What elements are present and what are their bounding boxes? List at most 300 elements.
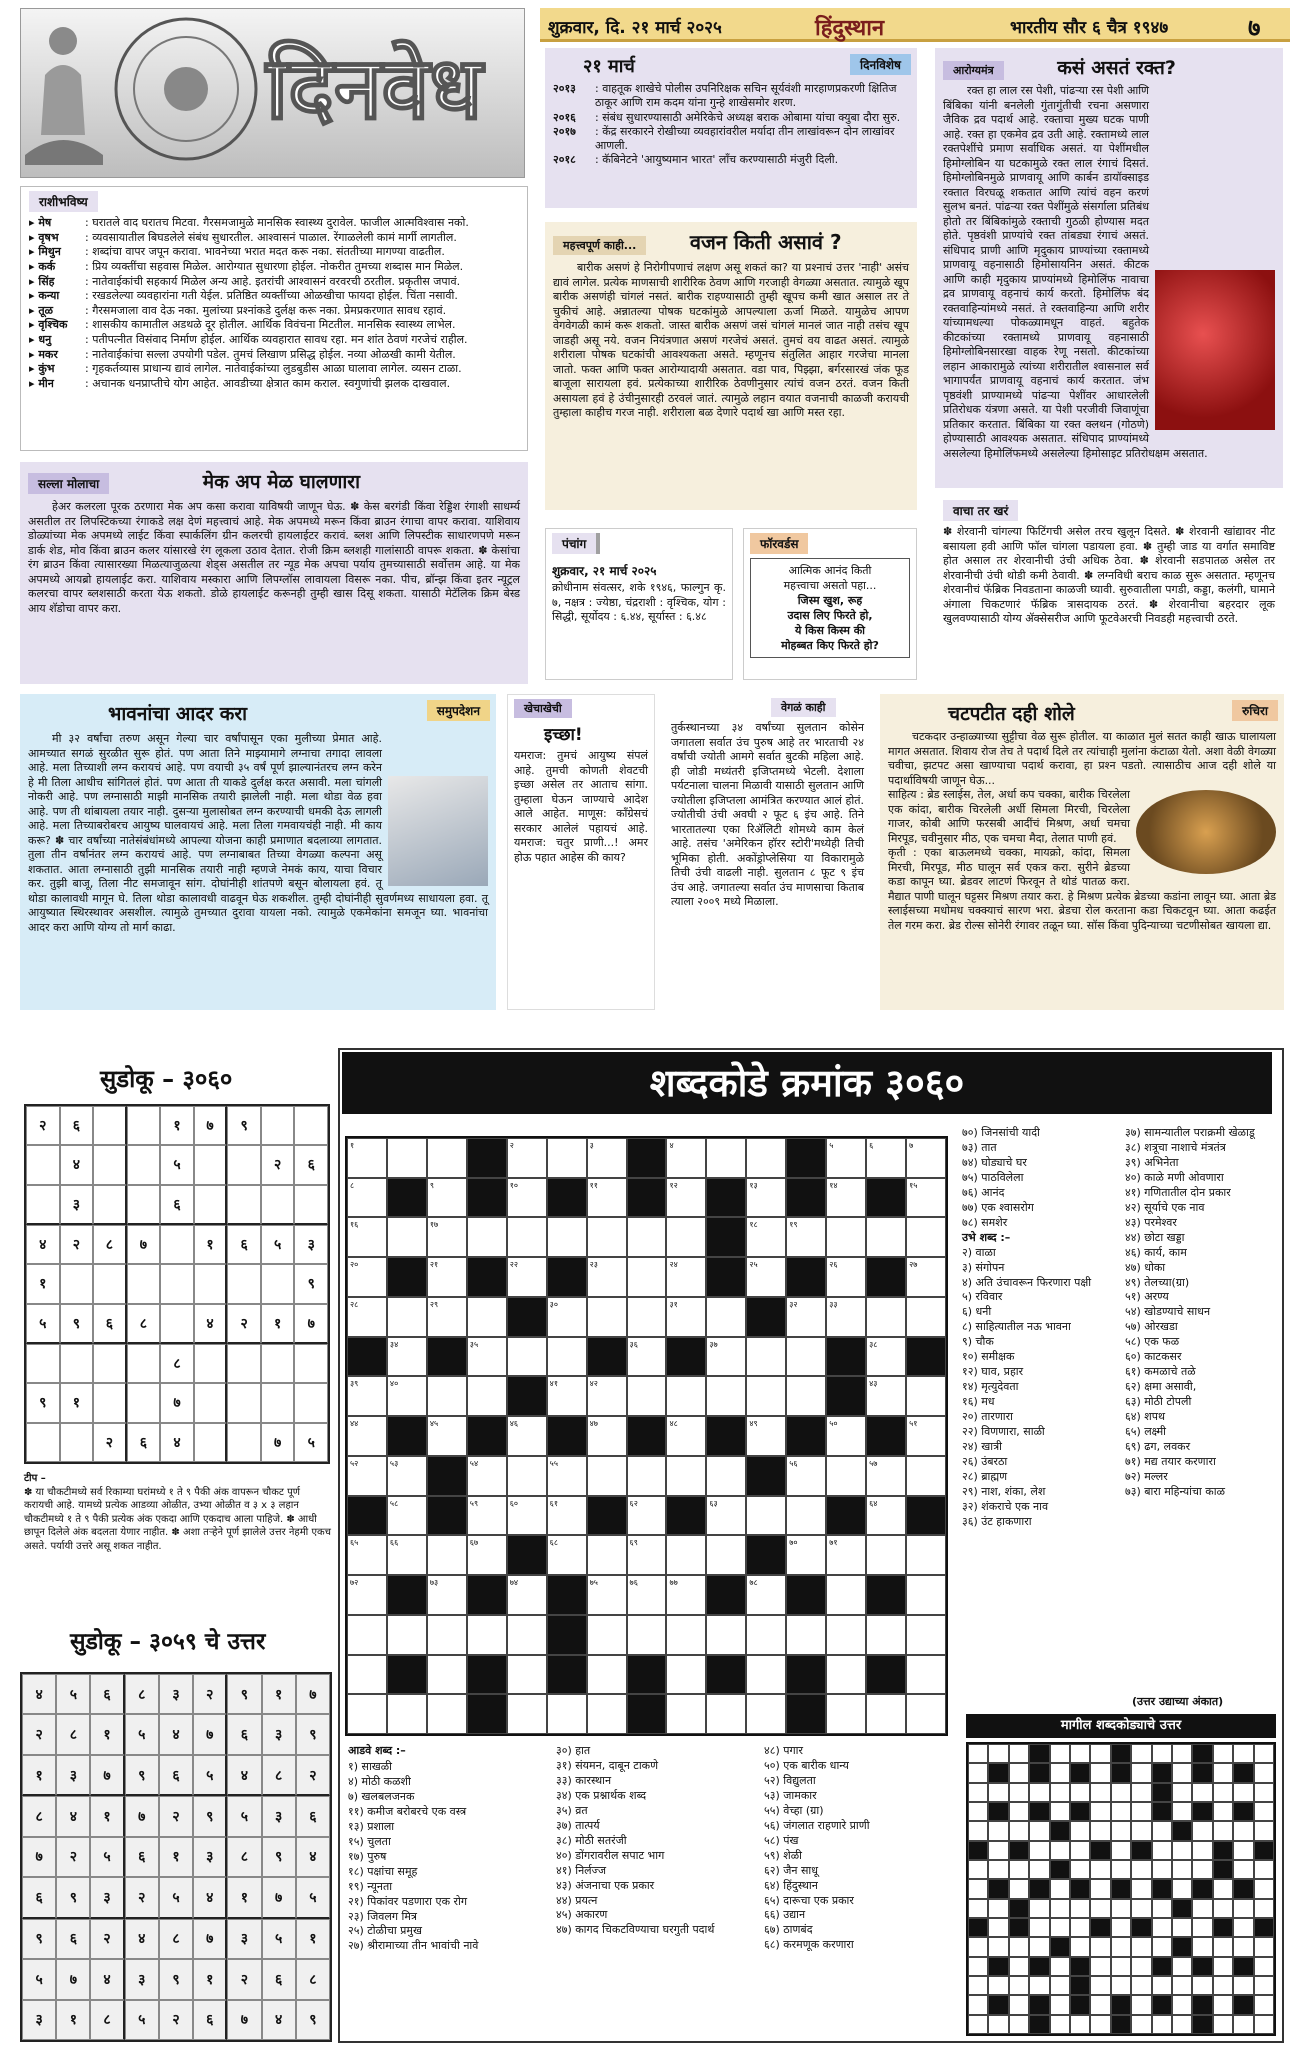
crossword-cell[interactable] [387, 1337, 427, 1377]
crossword-cell[interactable] [587, 1575, 627, 1615]
crossword-cell[interactable] [387, 1535, 427, 1575]
crossword-cell[interactable] [706, 1257, 746, 1297]
sudoku-cell[interactable]: २ [26, 1106, 60, 1145]
crossword-cell[interactable] [587, 1337, 627, 1377]
crossword-cell[interactable] [387, 1178, 427, 1218]
crossword-cell[interactable] [507, 1376, 547, 1416]
crossword-cell[interactable] [467, 1535, 507, 1575]
crossword-cell[interactable] [746, 1297, 786, 1337]
crossword-cell[interactable] [587, 1217, 627, 1257]
crossword-cell[interactable] [786, 1257, 826, 1297]
crossword-cell[interactable] [507, 1217, 547, 1257]
crossword-cell[interactable] [666, 1655, 706, 1695]
crossword-cell[interactable] [347, 1297, 387, 1337]
crossword-cell[interactable] [547, 1655, 587, 1695]
crossword-cell[interactable] [706, 1217, 746, 1257]
crossword-cell[interactable] [587, 1456, 627, 1496]
sudoku-cell[interactable]: ६ [160, 1185, 194, 1225]
crossword-cell[interactable] [587, 1257, 627, 1297]
crossword-cell[interactable] [826, 1655, 866, 1695]
sudoku-cell[interactable]: ७ [261, 1423, 295, 1462]
sudoku-cell[interactable] [194, 1185, 228, 1225]
crossword-cell[interactable] [547, 1575, 587, 1615]
crossword-cell[interactable] [706, 1138, 746, 1178]
crossword-cell[interactable] [507, 1337, 547, 1377]
crossword-cell[interactable] [906, 1138, 946, 1178]
sudoku-cell[interactable]: ३ [294, 1225, 328, 1264]
crossword-cell[interactable] [467, 1297, 507, 1337]
sudoku-cell[interactable] [227, 1344, 261, 1383]
crossword-cell[interactable] [347, 1257, 387, 1297]
sudoku-cell[interactable] [194, 1344, 228, 1383]
crossword-cell[interactable] [706, 1655, 746, 1695]
sudoku-cell[interactable]: ५ [160, 1145, 194, 1184]
sudoku-cell[interactable] [60, 1423, 94, 1462]
crossword-cell[interactable] [467, 1138, 507, 1178]
crossword-cell[interactable] [347, 1575, 387, 1615]
crossword-cell[interactable] [666, 1456, 706, 1496]
crossword-cell[interactable] [826, 1416, 866, 1456]
crossword-cell[interactable] [786, 1138, 826, 1178]
crossword-cell[interactable] [547, 1456, 587, 1496]
crossword-cell[interactable] [347, 1456, 387, 1496]
crossword-cell[interactable] [706, 1297, 746, 1337]
crossword-cell[interactable] [666, 1337, 706, 1377]
crossword-cell[interactable] [627, 1694, 667, 1734]
sudoku-cell[interactable] [26, 1344, 60, 1383]
crossword-cell[interactable] [706, 1575, 746, 1615]
crossword-cell[interactable] [906, 1615, 946, 1655]
crossword-cell[interactable] [387, 1694, 427, 1734]
sudoku-cell[interactable]: २ [93, 1423, 127, 1462]
crossword-cell[interactable] [507, 1456, 547, 1496]
crossword-cell[interactable] [666, 1416, 706, 1456]
crossword-cell[interactable] [587, 1655, 627, 1695]
crossword-cell[interactable] [427, 1178, 467, 1218]
crossword-cell[interactable] [587, 1376, 627, 1416]
sudoku-cell[interactable]: ६ [127, 1423, 161, 1462]
crossword-cell[interactable] [786, 1694, 826, 1734]
crossword-cell[interactable] [666, 1615, 706, 1655]
crossword-cell[interactable] [826, 1535, 866, 1575]
crossword-cell[interactable] [547, 1297, 587, 1337]
crossword-cell[interactable] [507, 1575, 547, 1615]
crossword-cell[interactable] [906, 1217, 946, 1257]
crossword-cell[interactable] [627, 1217, 667, 1257]
crossword-cell[interactable] [507, 1655, 547, 1695]
crossword-cell[interactable] [706, 1535, 746, 1575]
crossword-cell[interactable] [706, 1615, 746, 1655]
crossword-cell[interactable] [906, 1337, 946, 1377]
sudoku-cell[interactable] [60, 1264, 94, 1303]
sudoku-cell[interactable] [294, 1185, 328, 1225]
crossword-cell[interactable] [387, 1496, 427, 1536]
crossword-cell[interactable] [746, 1257, 786, 1297]
crossword-cell[interactable] [587, 1297, 627, 1337]
sudoku-cell[interactable] [294, 1106, 328, 1145]
sudoku-cell[interactable] [93, 1185, 127, 1225]
crossword-cell[interactable] [387, 1297, 427, 1337]
crossword-cell[interactable] [826, 1257, 866, 1297]
sudoku-cell[interactable] [127, 1264, 161, 1303]
crossword-cell[interactable] [746, 1416, 786, 1456]
sudoku-cell[interactable]: ७ [127, 1225, 161, 1264]
crossword-cell[interactable] [826, 1575, 866, 1615]
sudoku-cell[interactable]: ७ [160, 1383, 194, 1422]
crossword-cell[interactable] [866, 1297, 906, 1337]
sudoku-cell[interactable] [127, 1383, 161, 1422]
crossword-cell[interactable] [467, 1615, 507, 1655]
crossword-cell[interactable] [547, 1615, 587, 1655]
crossword-cell[interactable] [627, 1337, 667, 1377]
crossword-cell[interactable] [547, 1496, 587, 1536]
sudoku-cell[interactable]: ६ [60, 1106, 94, 1145]
crossword-cell[interactable] [786, 1456, 826, 1496]
crossword-cell[interactable] [547, 1416, 587, 1456]
crossword-cell[interactable] [786, 1337, 826, 1377]
crossword-cell[interactable] [746, 1337, 786, 1377]
crossword-cell[interactable] [427, 1297, 467, 1337]
crossword-cell[interactable] [387, 1655, 427, 1695]
crossword-cell[interactable] [347, 1655, 387, 1695]
crossword-cell[interactable] [906, 1297, 946, 1337]
sudoku-cell[interactable] [261, 1106, 295, 1145]
crossword-cell[interactable] [706, 1456, 746, 1496]
crossword-cell[interactable] [866, 1257, 906, 1297]
crossword-cell[interactable] [666, 1575, 706, 1615]
crossword-cell[interactable] [547, 1138, 587, 1178]
crossword-cell[interactable] [427, 1337, 467, 1377]
crossword-cell[interactable] [906, 1694, 946, 1734]
sudoku-cell[interactable] [194, 1145, 228, 1184]
crossword-cell[interactable] [587, 1535, 627, 1575]
crossword-cell[interactable] [866, 1535, 906, 1575]
crossword-cell[interactable] [627, 1138, 667, 1178]
sudoku-cell[interactable]: ९ [60, 1304, 94, 1344]
crossword-cell[interactable] [627, 1297, 667, 1337]
crossword-cell[interactable] [786, 1217, 826, 1257]
crossword-cell[interactable] [826, 1496, 866, 1536]
sudoku-cell[interactable]: १ [60, 1383, 94, 1422]
crossword-cell[interactable] [507, 1138, 547, 1178]
crossword-cell[interactable] [427, 1575, 467, 1615]
sudoku-cell[interactable] [294, 1344, 328, 1383]
crossword-cell[interactable] [746, 1217, 786, 1257]
crossword-cell[interactable] [387, 1138, 427, 1178]
sudoku-cell[interactable]: १ [261, 1304, 295, 1344]
crossword-cell[interactable] [666, 1376, 706, 1416]
crossword-cell[interactable] [387, 1575, 427, 1615]
sudoku-cell[interactable]: ८ [160, 1344, 194, 1383]
crossword-cell[interactable] [587, 1416, 627, 1456]
crossword-cell[interactable] [387, 1456, 427, 1496]
crossword-cell[interactable] [627, 1456, 667, 1496]
crossword-cell[interactable] [467, 1257, 507, 1297]
crossword-grid[interactable] [345, 1136, 948, 1736]
sudoku-cell[interactable] [93, 1106, 127, 1145]
crossword-cell[interactable] [786, 1376, 826, 1416]
crossword-cell[interactable] [387, 1416, 427, 1456]
sudoku-cell[interactable] [60, 1344, 94, 1383]
crossword-cell[interactable] [826, 1456, 866, 1496]
sudoku-cell[interactable] [93, 1264, 127, 1303]
sudoku-cell[interactable] [93, 1383, 127, 1422]
sudoku-cell[interactable] [261, 1344, 295, 1383]
sudoku-cell[interactable]: २ [60, 1225, 94, 1264]
crossword-cell[interactable] [826, 1297, 866, 1337]
sudoku-cell[interactable]: ९ [227, 1106, 261, 1145]
sudoku-cell[interactable] [294, 1383, 328, 1422]
crossword-cell[interactable] [746, 1615, 786, 1655]
sudoku-cell[interactable]: ७ [194, 1106, 228, 1145]
crossword-cell[interactable] [666, 1257, 706, 1297]
sudoku-cell[interactable]: ८ [93, 1225, 127, 1264]
crossword-cell[interactable] [467, 1496, 507, 1536]
crossword-cell[interactable] [507, 1257, 547, 1297]
crossword-cell[interactable] [786, 1575, 826, 1615]
crossword-cell[interactable] [387, 1257, 427, 1297]
sudoku-cell[interactable] [261, 1383, 295, 1422]
sudoku-cell[interactable] [261, 1264, 295, 1303]
crossword-cell[interactable] [746, 1496, 786, 1536]
sudoku-cell[interactable] [127, 1106, 161, 1145]
crossword-cell[interactable] [347, 1694, 387, 1734]
crossword-cell[interactable] [746, 1456, 786, 1496]
sudoku-grid[interactable] [24, 1104, 330, 1464]
crossword-cell[interactable] [347, 1416, 387, 1456]
crossword-cell[interactable] [746, 1694, 786, 1734]
crossword-cell[interactable] [347, 1138, 387, 1178]
sudoku-cell[interactable] [26, 1423, 60, 1462]
crossword-cell[interactable] [467, 1337, 507, 1377]
sudoku-cell[interactable] [227, 1264, 261, 1303]
crossword-cell[interactable] [467, 1575, 507, 1615]
crossword-cell[interactable] [547, 1694, 587, 1734]
crossword-cell[interactable] [347, 1615, 387, 1655]
crossword-cell[interactable] [427, 1535, 467, 1575]
crossword-cell[interactable] [627, 1655, 667, 1695]
crossword-cell[interactable] [627, 1535, 667, 1575]
crossword-cell[interactable] [666, 1297, 706, 1337]
crossword-cell[interactable] [666, 1694, 706, 1734]
sudoku-cell[interactable] [227, 1185, 261, 1225]
crossword-cell[interactable] [627, 1615, 667, 1655]
crossword-cell[interactable] [666, 1178, 706, 1218]
crossword-cell[interactable] [427, 1456, 467, 1496]
crossword-cell[interactable] [547, 1535, 587, 1575]
sudoku-cell[interactable]: २ [261, 1145, 295, 1184]
sudoku-cell[interactable]: ४ [60, 1145, 94, 1184]
crossword-cell[interactable] [826, 1694, 866, 1734]
crossword-cell[interactable] [706, 1178, 746, 1218]
crossword-cell[interactable] [427, 1217, 467, 1257]
sudoku-cell[interactable] [194, 1423, 228, 1462]
sudoku-cell[interactable]: ५ [26, 1304, 60, 1344]
crossword-cell[interactable] [427, 1694, 467, 1734]
sudoku-cell[interactable] [93, 1145, 127, 1184]
crossword-cell[interactable] [347, 1178, 387, 1218]
crossword-cell[interactable] [347, 1496, 387, 1536]
crossword-cell[interactable] [387, 1217, 427, 1257]
crossword-cell[interactable] [627, 1376, 667, 1416]
crossword-cell[interactable] [467, 1376, 507, 1416]
sudoku-cell[interactable]: ५ [294, 1423, 328, 1462]
sudoku-cell[interactable]: ४ [194, 1304, 228, 1344]
crossword-cell[interactable] [666, 1535, 706, 1575]
sudoku-cell[interactable]: २ [227, 1304, 261, 1344]
crossword-cell[interactable] [906, 1416, 946, 1456]
crossword-cell[interactable] [547, 1337, 587, 1377]
crossword-cell[interactable] [467, 1456, 507, 1496]
crossword-cell[interactable] [746, 1535, 786, 1575]
crossword-cell[interactable] [427, 1655, 467, 1695]
crossword-cell[interactable] [547, 1217, 587, 1257]
sudoku-cell[interactable] [227, 1145, 261, 1184]
crossword-cell[interactable] [427, 1496, 467, 1536]
crossword-cell[interactable] [627, 1496, 667, 1536]
crossword-cell[interactable] [866, 1376, 906, 1416]
sudoku-cell[interactable]: ७ [294, 1304, 328, 1344]
sudoku-cell[interactable]: ५ [261, 1225, 295, 1264]
crossword-cell[interactable] [786, 1535, 826, 1575]
sudoku-cell[interactable]: ३ [60, 1185, 94, 1225]
sudoku-cell[interactable] [261, 1185, 295, 1225]
crossword-cell[interactable] [587, 1178, 627, 1218]
sudoku-cell[interactable] [160, 1225, 194, 1264]
crossword-cell[interactable] [427, 1138, 467, 1178]
crossword-cell[interactable] [627, 1575, 667, 1615]
crossword-cell[interactable] [347, 1376, 387, 1416]
sudoku-cell[interactable]: १ [194, 1225, 228, 1264]
crossword-cell[interactable] [706, 1376, 746, 1416]
crossword-cell[interactable] [866, 1138, 906, 1178]
crossword-cell[interactable] [866, 1575, 906, 1615]
crossword-cell[interactable] [627, 1257, 667, 1297]
crossword-cell[interactable] [627, 1178, 667, 1218]
sudoku-cell[interactable] [160, 1264, 194, 1303]
crossword-cell[interactable] [507, 1178, 547, 1218]
crossword-cell[interactable] [467, 1694, 507, 1734]
crossword-cell[interactable] [547, 1257, 587, 1297]
sudoku-cell[interactable] [227, 1383, 261, 1422]
crossword-cell[interactable] [467, 1416, 507, 1456]
sudoku-cell[interactable] [160, 1304, 194, 1344]
crossword-cell[interactable] [347, 1535, 387, 1575]
crossword-cell[interactable] [826, 1615, 866, 1655]
crossword-cell[interactable] [627, 1416, 667, 1456]
crossword-cell[interactable] [786, 1416, 826, 1456]
sudoku-cell[interactable] [93, 1344, 127, 1383]
crossword-cell[interactable] [826, 1217, 866, 1257]
sudoku-cell[interactable]: ८ [127, 1304, 161, 1344]
sudoku-cell[interactable]: ४ [160, 1423, 194, 1462]
sudoku-cell[interactable]: १ [26, 1264, 60, 1303]
crossword-cell[interactable] [866, 1496, 906, 1536]
crossword-cell[interactable] [547, 1178, 587, 1218]
sudoku-cell[interactable]: ६ [294, 1145, 328, 1184]
sudoku-cell[interactable]: ४ [26, 1225, 60, 1264]
crossword-cell[interactable] [387, 1376, 427, 1416]
crossword-cell[interactable] [467, 1655, 507, 1695]
crossword-cell[interactable] [746, 1655, 786, 1695]
crossword-cell[interactable] [467, 1217, 507, 1257]
crossword-cell[interactable] [507, 1416, 547, 1456]
sudoku-cell[interactable] [26, 1145, 60, 1184]
sudoku-cell[interactable] [127, 1145, 161, 1184]
crossword-cell[interactable] [587, 1694, 627, 1734]
crossword-cell[interactable] [866, 1217, 906, 1257]
sudoku-cell[interactable] [194, 1383, 228, 1422]
crossword-cell[interactable] [507, 1496, 547, 1536]
sudoku-cell[interactable]: ६ [93, 1304, 127, 1344]
crossword-cell[interactable] [746, 1138, 786, 1178]
crossword-cell[interactable] [666, 1496, 706, 1536]
crossword-cell[interactable] [347, 1217, 387, 1257]
crossword-cell[interactable] [427, 1257, 467, 1297]
crossword-cell[interactable] [906, 1456, 946, 1496]
crossword-cell[interactable] [507, 1535, 547, 1575]
crossword-cell[interactable] [706, 1337, 746, 1377]
crossword-cell[interactable] [746, 1575, 786, 1615]
crossword-cell[interactable] [587, 1138, 627, 1178]
crossword-cell[interactable] [427, 1416, 467, 1456]
crossword-cell[interactable] [706, 1496, 746, 1536]
crossword-cell[interactable] [467, 1178, 507, 1218]
crossword-cell[interactable] [786, 1655, 826, 1695]
sudoku-cell[interactable] [227, 1423, 261, 1462]
crossword-cell[interactable] [706, 1416, 746, 1456]
crossword-cell[interactable] [427, 1615, 467, 1655]
crossword-cell[interactable] [826, 1138, 866, 1178]
crossword-cell[interactable] [906, 1257, 946, 1297]
sudoku-cell[interactable]: ९ [294, 1264, 328, 1303]
crossword-cell[interactable] [746, 1178, 786, 1218]
crossword-cell[interactable] [906, 1376, 946, 1416]
crossword-cell[interactable] [866, 1456, 906, 1496]
crossword-cell[interactable] [906, 1496, 946, 1536]
crossword-cell[interactable] [666, 1217, 706, 1257]
crossword-cell[interactable] [866, 1337, 906, 1377]
crossword-cell[interactable] [906, 1655, 946, 1695]
crossword-cell[interactable] [666, 1138, 706, 1178]
sudoku-cell[interactable] [194, 1264, 228, 1303]
crossword-cell[interactable] [826, 1178, 866, 1218]
crossword-cell[interactable] [587, 1496, 627, 1536]
sudoku-cell[interactable]: ९ [26, 1383, 60, 1422]
crossword-cell[interactable] [786, 1496, 826, 1536]
crossword-cell[interactable] [587, 1615, 627, 1655]
crossword-cell[interactable] [826, 1337, 866, 1377]
sudoku-cell[interactable]: ६ [227, 1225, 261, 1264]
crossword-cell[interactable] [387, 1615, 427, 1655]
crossword-cell[interactable] [507, 1297, 547, 1337]
crossword-cell[interactable] [547, 1376, 587, 1416]
crossword-cell[interactable] [347, 1337, 387, 1377]
crossword-cell[interactable] [866, 1694, 906, 1734]
crossword-cell[interactable] [826, 1376, 866, 1416]
crossword-cell[interactable] [427, 1376, 467, 1416]
sudoku-cell[interactable] [127, 1185, 161, 1225]
crossword-cell[interactable] [866, 1416, 906, 1456]
crossword-cell[interactable] [746, 1376, 786, 1416]
crossword-cell[interactable] [906, 1575, 946, 1615]
crossword-cell[interactable] [786, 1178, 826, 1218]
crossword-cell[interactable] [866, 1615, 906, 1655]
crossword-cell[interactable] [507, 1694, 547, 1734]
crossword-cell[interactable] [906, 1178, 946, 1218]
sudoku-cell[interactable] [26, 1185, 60, 1225]
crossword-cell[interactable] [906, 1535, 946, 1575]
